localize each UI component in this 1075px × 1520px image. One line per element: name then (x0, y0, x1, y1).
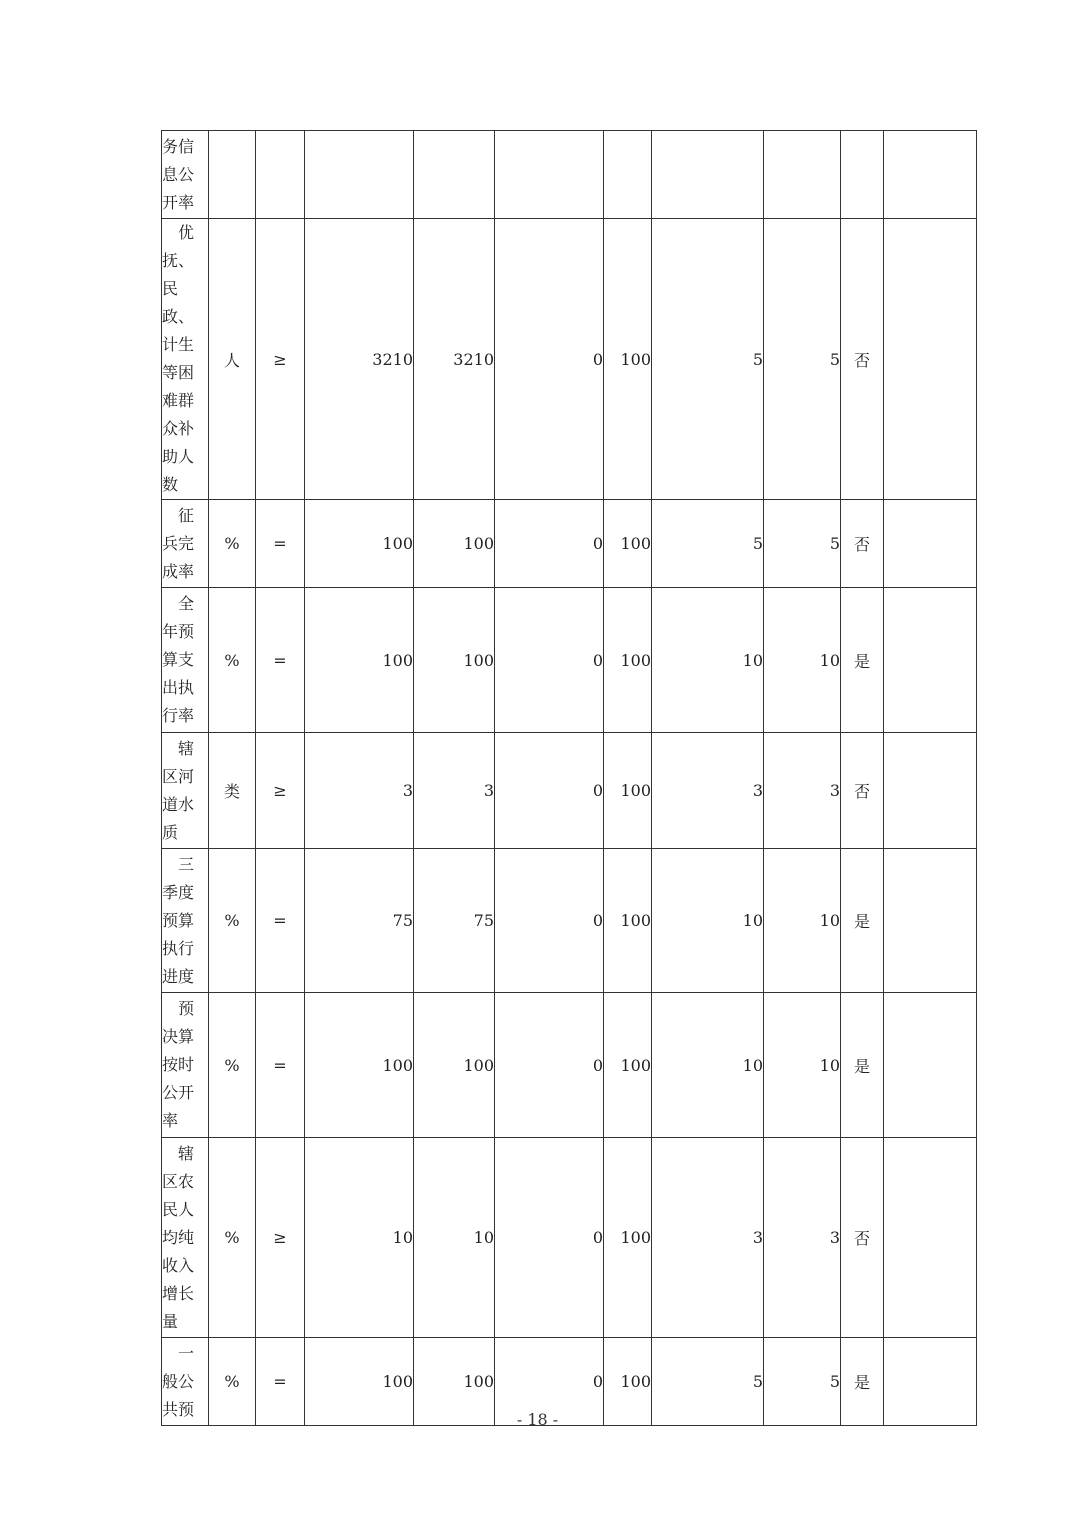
target-value-cell: 10 (305, 1138, 414, 1338)
indicator-name-cell: 务信息公开率 (162, 131, 209, 219)
indicator-name-cell: 三季度预算执行进度 (162, 849, 209, 993)
indicator-name-cell: 预决算按时公开率 (162, 993, 209, 1138)
operator-cell: ≥ (256, 219, 305, 500)
actual-value-cell: 100 (414, 588, 495, 733)
score-cell: 5 (764, 500, 841, 588)
completion-rate-cell: 100 (604, 1338, 652, 1426)
note-cell (884, 993, 977, 1138)
difference-cell: 0 (495, 993, 604, 1138)
table-row (162, 993, 977, 1138)
score-cell: 10 (764, 849, 841, 993)
weight-cell: 3 (652, 1138, 764, 1338)
score-cell (764, 131, 841, 219)
table-row (162, 733, 977, 849)
performance-table (161, 130, 977, 1426)
key-indicator-cell: 是 (841, 1338, 884, 1426)
key-indicator-cell (841, 131, 884, 219)
note-cell (884, 849, 977, 993)
key-indicator-cell: 是 (841, 849, 884, 993)
operator-cell: = (256, 500, 305, 588)
difference-cell: 0 (495, 1338, 604, 1426)
target-value-cell: 100 (305, 993, 414, 1138)
key-indicator-cell: 是 (841, 993, 884, 1138)
actual-value-cell (414, 131, 495, 219)
actual-value-cell: 75 (414, 849, 495, 993)
unit-cell: 人 (209, 219, 256, 500)
difference-cell: 0 (495, 849, 604, 993)
completion-rate-cell: 100 (604, 500, 652, 588)
note-cell (884, 131, 977, 219)
page-number: - 18 - (516, 1410, 559, 1429)
target-value-cell: 75 (305, 849, 414, 993)
actual-value-cell: 3210 (414, 219, 495, 500)
indicator-name-cell: 全年预算支出执行率 (162, 588, 209, 733)
actual-value-cell: 3 (414, 733, 495, 849)
weight-cell: 10 (652, 588, 764, 733)
unit-cell: % (209, 993, 256, 1138)
indicator-name-cell: 优抚、民政、计生等困难群众补助人数 (162, 219, 209, 500)
operator-cell: ≥ (256, 1138, 305, 1338)
operator-cell (256, 131, 305, 219)
completion-rate-cell: 100 (604, 219, 652, 500)
table-row (162, 849, 977, 993)
key-indicator-cell: 否 (841, 500, 884, 588)
note-cell (884, 588, 977, 733)
actual-value-cell: 100 (414, 500, 495, 588)
unit-cell: % (209, 1338, 256, 1426)
target-value-cell: 100 (305, 1338, 414, 1426)
target-value-cell (305, 131, 414, 219)
actual-value-cell: 10 (414, 1138, 495, 1338)
target-value-cell: 100 (305, 500, 414, 588)
actual-value-cell: 100 (414, 1338, 495, 1426)
completion-rate-cell: 100 (604, 733, 652, 849)
difference-cell: 0 (495, 219, 604, 500)
note-cell (884, 500, 977, 588)
score-cell: 3 (764, 733, 841, 849)
operator-cell: = (256, 588, 305, 733)
actual-value-cell: 100 (414, 993, 495, 1138)
weight-cell (652, 131, 764, 219)
weight-cell: 3 (652, 733, 764, 849)
weight-cell: 5 (652, 1338, 764, 1426)
completion-rate-cell: 100 (604, 1138, 652, 1338)
indicator-name-cell: 辖区农民人均纯收入增长量 (162, 1138, 209, 1338)
completion-rate-cell: 100 (604, 588, 652, 733)
note-cell (884, 1138, 977, 1338)
table-row (162, 588, 977, 733)
target-value-cell: 3 (305, 733, 414, 849)
unit-cell: % (209, 849, 256, 993)
target-value-cell: 100 (305, 588, 414, 733)
difference-cell: 0 (495, 588, 604, 733)
note-cell (884, 219, 977, 500)
table-row (162, 500, 977, 588)
score-cell: 5 (764, 1338, 841, 1426)
table-row (162, 131, 977, 219)
completion-rate-cell: 100 (604, 849, 652, 993)
indicator-name-cell: 辖区河道水质 (162, 733, 209, 849)
table-row (162, 219, 977, 500)
note-cell (884, 733, 977, 849)
indicator-name-cell: 征兵完成率 (162, 500, 209, 588)
unit-cell: % (209, 588, 256, 733)
difference-cell: 0 (495, 1138, 604, 1338)
completion-rate-cell (604, 131, 652, 219)
target-value-cell: 3210 (305, 219, 414, 500)
score-cell: 5 (764, 219, 841, 500)
key-indicator-cell: 否 (841, 1138, 884, 1338)
operator-cell: = (256, 993, 305, 1138)
key-indicator-cell: 否 (841, 219, 884, 500)
indicator-name-cell: 一般公共预 (162, 1338, 209, 1426)
table-row (162, 1138, 977, 1338)
completion-rate-cell: 100 (604, 993, 652, 1138)
difference-cell (495, 131, 604, 219)
unit-cell: 类 (209, 733, 256, 849)
score-cell: 10 (764, 993, 841, 1138)
difference-cell: 0 (495, 500, 604, 588)
weight-cell: 5 (652, 500, 764, 588)
weight-cell: 5 (652, 219, 764, 500)
unit-cell: % (209, 500, 256, 588)
weight-cell: 10 (652, 993, 764, 1138)
operator-cell: ≥ (256, 733, 305, 849)
unit-cell: % (209, 1138, 256, 1338)
operator-cell: = (256, 849, 305, 993)
difference-cell: 0 (495, 733, 604, 849)
operator-cell: = (256, 1338, 305, 1426)
key-indicator-cell: 否 (841, 733, 884, 849)
unit-cell (209, 131, 256, 219)
score-cell: 3 (764, 1138, 841, 1338)
score-cell: 10 (764, 588, 841, 733)
key-indicator-cell: 是 (841, 588, 884, 733)
weight-cell: 10 (652, 849, 764, 993)
